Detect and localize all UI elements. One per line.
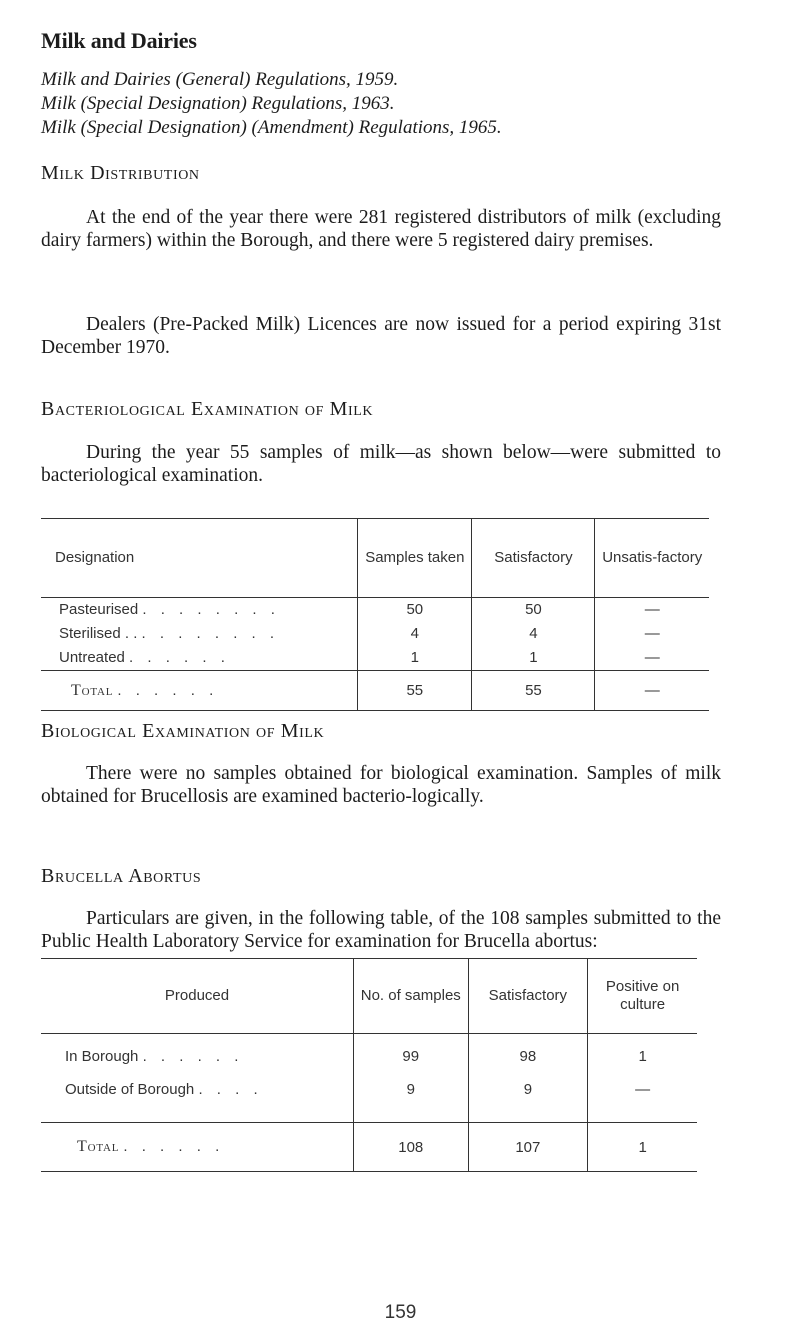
heading-biological-examination: Biological Examination of Milk	[41, 720, 325, 742]
page-title: Milk and Dairies	[41, 28, 197, 53]
column-header-samples-taken: Samples taken	[358, 519, 472, 598]
total-unsatisfactory: —	[595, 671, 709, 711]
dot-leader: . . . . . .	[117, 681, 219, 699]
row-label: In Borough	[65, 1048, 139, 1065]
regulation-line-1: Milk and Dairies (General) Regulations, 1959.	[41, 69, 399, 90]
table-header-row	[41, 519, 709, 598]
cell-samples: 4	[358, 622, 472, 646]
cell-unsatisfactory: —	[595, 622, 709, 646]
table-total-row	[41, 1123, 697, 1172]
column-header-positive-on-culture: Positive on culture	[588, 959, 697, 1034]
table-total-row	[41, 671, 709, 711]
row-label: Pasteurised	[59, 601, 139, 618]
paragraph-biological: There were no samples obtained for biological examination. Samples of milk obtained for Brucellosis are examined bacterio-logically.	[41, 763, 721, 807]
paragraph-licences: Dealers (Pre-Packed Milk) Licences are now issued for a period expiring 31st December 1970.	[41, 314, 721, 358]
table-row	[41, 622, 709, 646]
total-satisfactory: 55	[472, 671, 595, 711]
dot-leader: . . . . . .	[123, 1138, 225, 1155]
row-label: Sterilised . .	[59, 625, 138, 642]
total-samples: 55	[358, 671, 472, 711]
cell-samples: 99	[354, 1034, 468, 1076]
column-header-designation: Designation	[41, 519, 358, 598]
column-header-unsatisfactory: Unsatis-factory	[595, 519, 709, 598]
cell-unsatisfactory: —	[595, 646, 709, 671]
paragraph-distributors: At the end of the year there were 281 registered distributors of milk (excluding dairy farmers) within the Borough, and there were 5 registered dairy premises.	[41, 207, 721, 251]
dot-leader: . . . . . . . .	[142, 601, 280, 618]
page-number: 159	[384, 1302, 417, 1323]
cell-positive: 1	[588, 1034, 697, 1076]
cell-satisfactory: 1	[472, 646, 595, 671]
heading-milk-distribution: Milk Distribution	[41, 162, 200, 184]
cell-satisfactory: 98	[468, 1034, 588, 1076]
heading-brucella-abortus: Brucella Abortus	[41, 865, 202, 887]
heading-bacteriological-examination: Bacteriological Examination of Milk	[41, 398, 374, 420]
dot-leader: . . . . . .	[129, 649, 230, 666]
bacteriological-samples-table	[41, 518, 709, 711]
total-label: Total	[77, 1138, 120, 1155]
dot-leader: . . . . . . . .	[141, 625, 280, 642]
cell-satisfactory: 4	[472, 622, 595, 646]
total-label: Total	[71, 681, 114, 699]
cell-positive: —	[588, 1075, 697, 1123]
table-header-row	[41, 959, 697, 1034]
cell-samples: 9	[354, 1075, 468, 1123]
table-row	[41, 646, 709, 671]
column-header-no-of-samples: No. of samples	[354, 959, 468, 1034]
cell-satisfactory: 50	[472, 598, 595, 623]
column-header-satisfactory: Satisfactory	[472, 519, 595, 598]
table-row	[41, 1075, 697, 1123]
cell-unsatisfactory: —	[595, 598, 709, 623]
cell-satisfactory: 9	[468, 1075, 588, 1123]
cell-samples: 50	[358, 598, 472, 623]
column-header-satisfactory: Satisfactory	[468, 959, 588, 1034]
row-label: Outside of Borough	[65, 1081, 195, 1098]
total-samples: 108	[354, 1123, 468, 1172]
total-positive: 1	[588, 1123, 697, 1172]
column-header-produced: Produced	[41, 959, 354, 1034]
total-satisfactory: 107	[468, 1123, 588, 1172]
paragraph-brucella: Particulars are given, in the following table, of the 108 samples submitted to the Public Health Laboratory Service for examination for Brucella abortus:	[41, 908, 721, 952]
dot-leader: . . . .	[198, 1081, 263, 1098]
paragraph-bacteriological: During the year 55 samples of milk—as shown below—were submitted to bacteriological examination.	[41, 442, 721, 486]
dot-leader: . . . . . .	[142, 1048, 244, 1065]
regulation-line-3: Milk (Special Designation) (Amendment) Regulations, 1965.	[41, 117, 502, 138]
table-row	[41, 1034, 697, 1076]
regulation-line-2: Milk (Special Designation) Regulations, 1963.	[41, 93, 395, 114]
cell-samples: 1	[358, 646, 472, 671]
brucella-samples-table	[41, 958, 697, 1172]
row-label: Untreated	[59, 649, 125, 666]
table-row	[41, 598, 709, 623]
